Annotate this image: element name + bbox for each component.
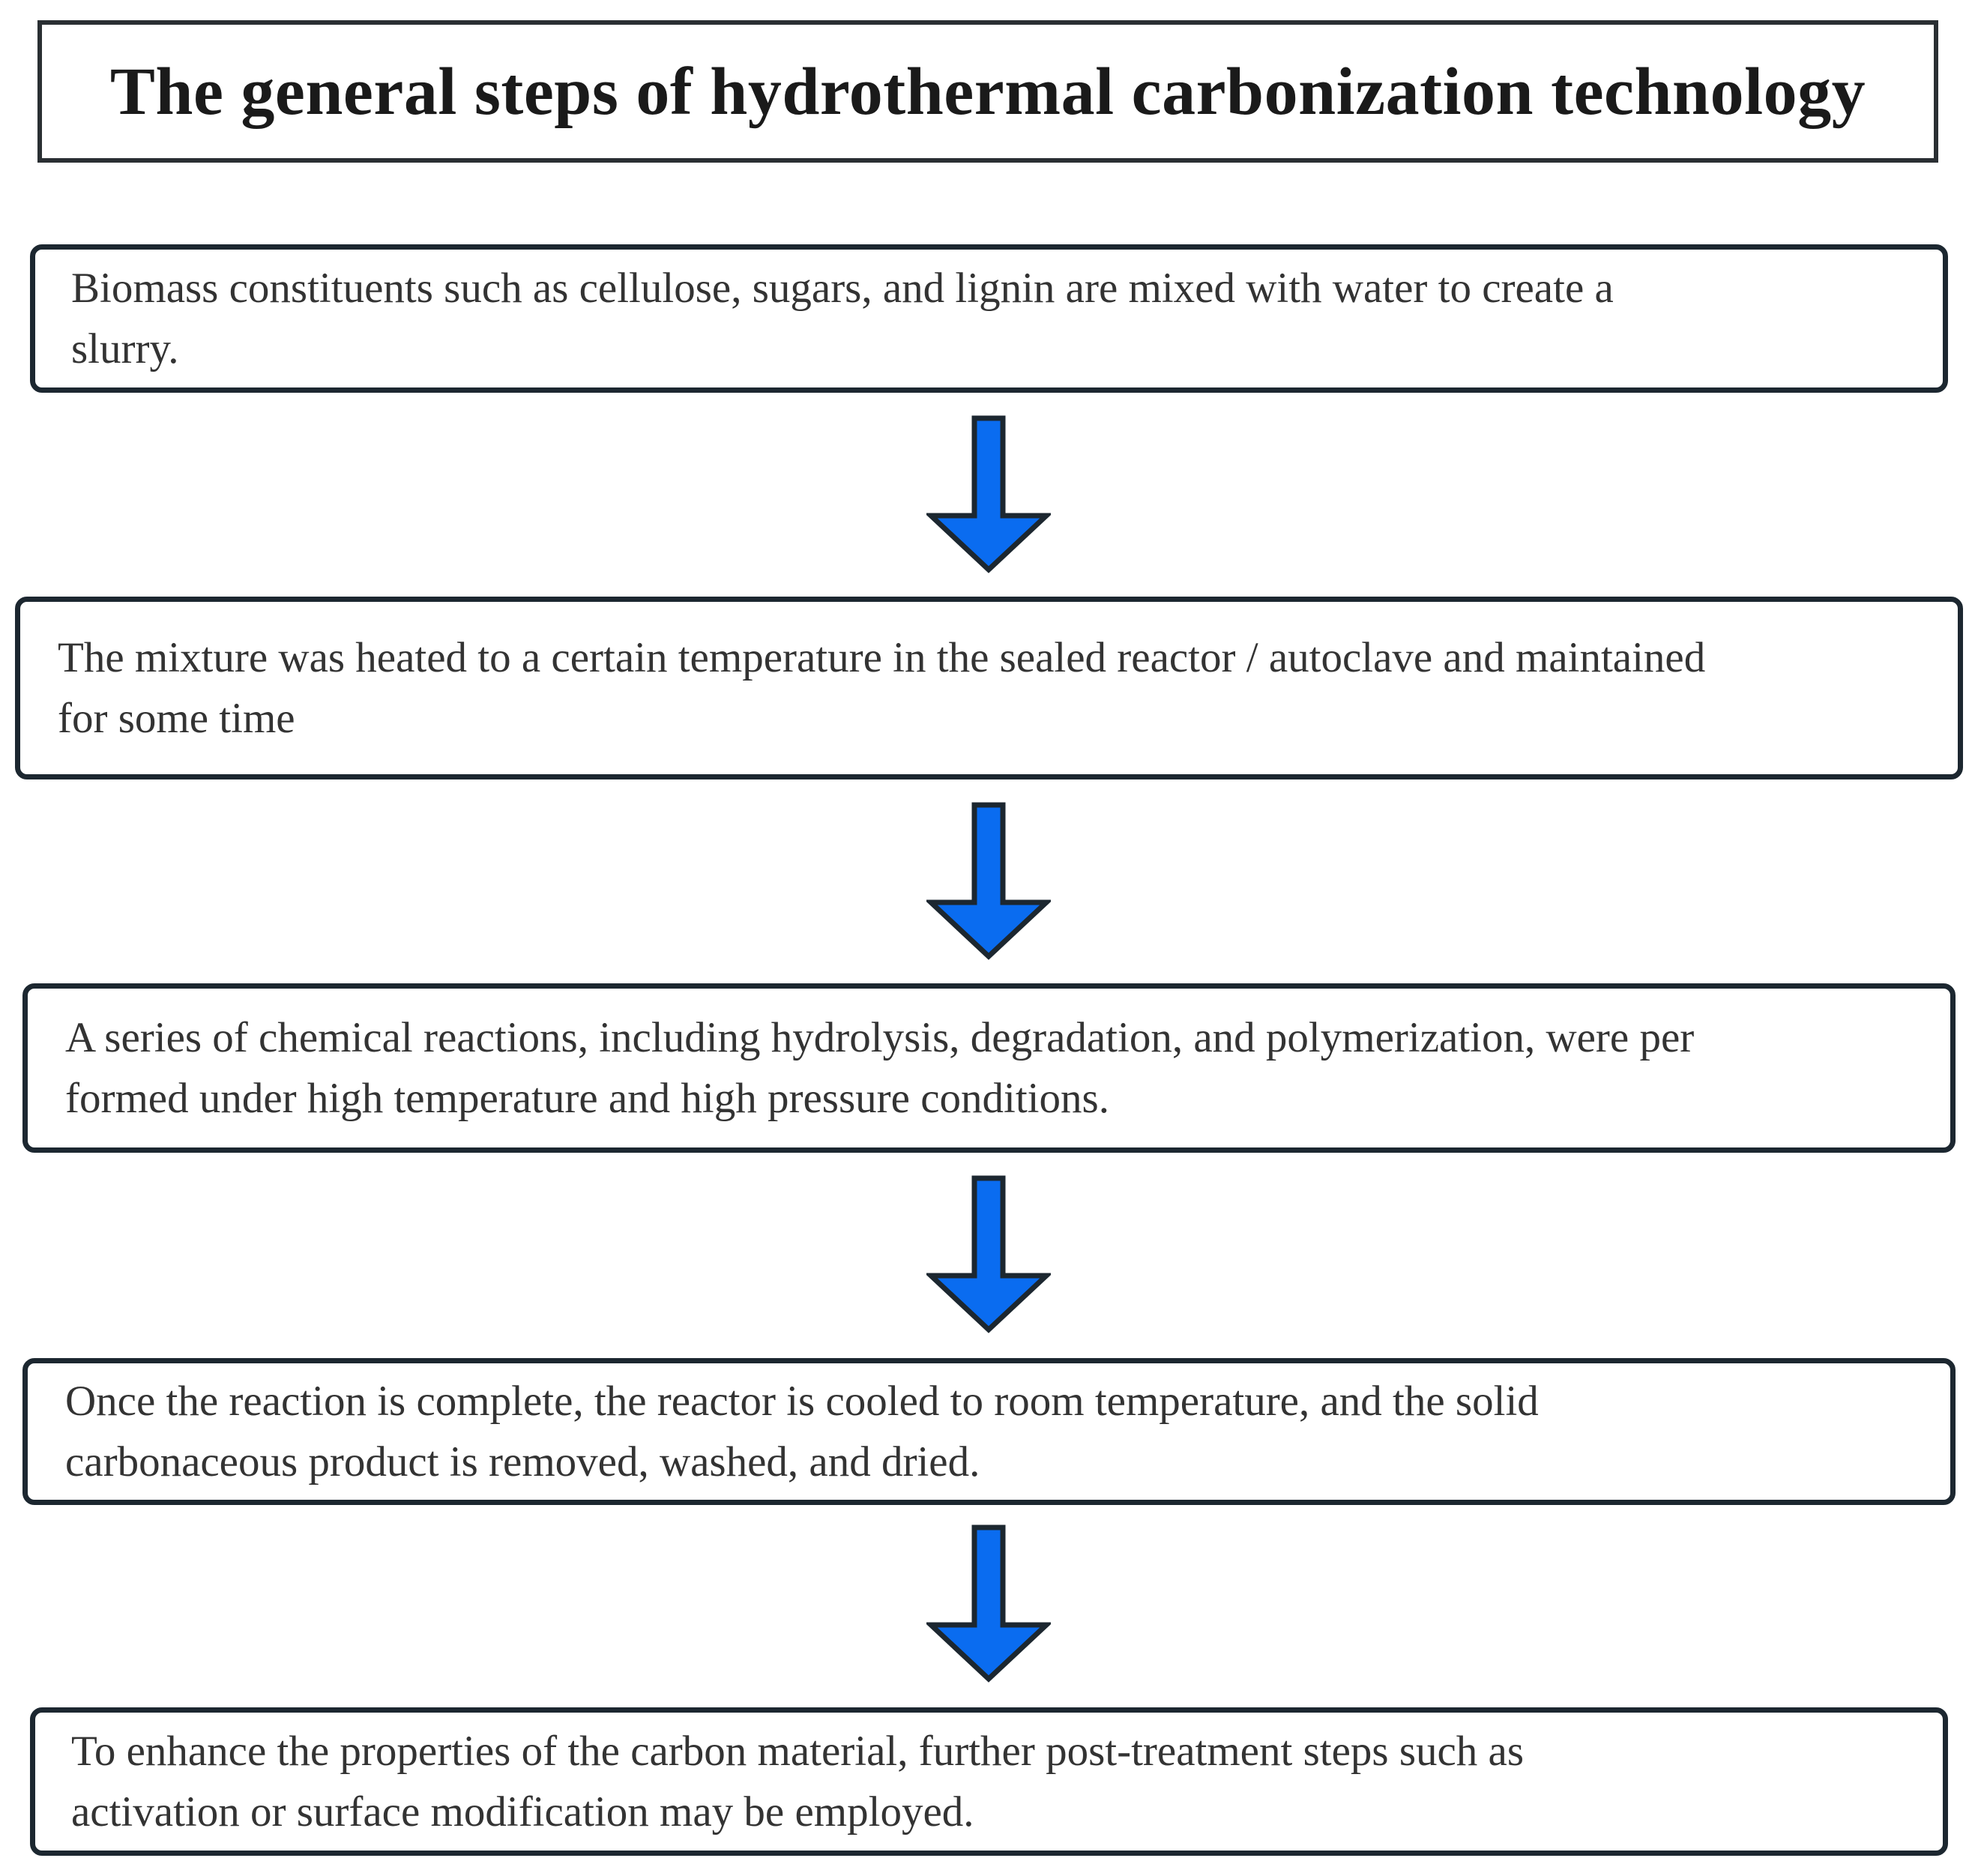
step-box-1 (30, 244, 1948, 393)
step-text-3 (28, 1007, 1724, 1129)
step-1-line-1: Biomass constituents such as cellulose, sugars, and lignin are mixed with water to create a (71, 265, 1614, 312)
step-text-5 (35, 1721, 1554, 1842)
step-5-line-2: activation or surface modification may be employed. (71, 1788, 974, 1836)
diagram-title: The general steps of hydrothermal carbonization technology (109, 54, 1866, 129)
step-5-line-1: To enhance the properties of the carbon material, further post-treatment steps such as (71, 1728, 1525, 1775)
step-text-1 (35, 258, 1644, 379)
arrow-shape (931, 418, 1046, 570)
step-1-line-2: slurry. (71, 325, 179, 373)
arrow-shape (931, 805, 1046, 956)
down-arrow-icon (926, 1175, 1051, 1336)
step-4-line-2: carbonaceous product is removed, washed, and dried. (65, 1438, 980, 1486)
step-box-5 (30, 1707, 1948, 1856)
step-3-line-2: formed under high temperature and high pressure conditions. (65, 1075, 1109, 1122)
step-3-line-1: A series of chemical reactions, including hydrolysis, degradation, and polymerization, were per (65, 1014, 1695, 1061)
title-box (37, 20, 1938, 163)
step-4-line-1: Once the reaction is complete, the reactor is cooled to room temperature, and the solid (65, 1378, 1539, 1425)
down-arrow-icon (926, 1524, 1051, 1685)
step-text-2 (20, 627, 1735, 749)
step-2-line-1: The mixture was heated to a certain temperature in the sealed reactor / autoclave and maintained (58, 634, 1706, 681)
step-box-4 (22, 1358, 1956, 1505)
arrow-shape (931, 1178, 1046, 1330)
arrow-shape (931, 1527, 1046, 1679)
step-text-4 (28, 1371, 1569, 1492)
down-arrow-icon (926, 802, 1051, 962)
down-arrow-icon (926, 415, 1051, 576)
step-box-3 (22, 983, 1956, 1153)
step-2-line-2: for some time (58, 695, 295, 742)
step-box-2 (15, 597, 1963, 779)
